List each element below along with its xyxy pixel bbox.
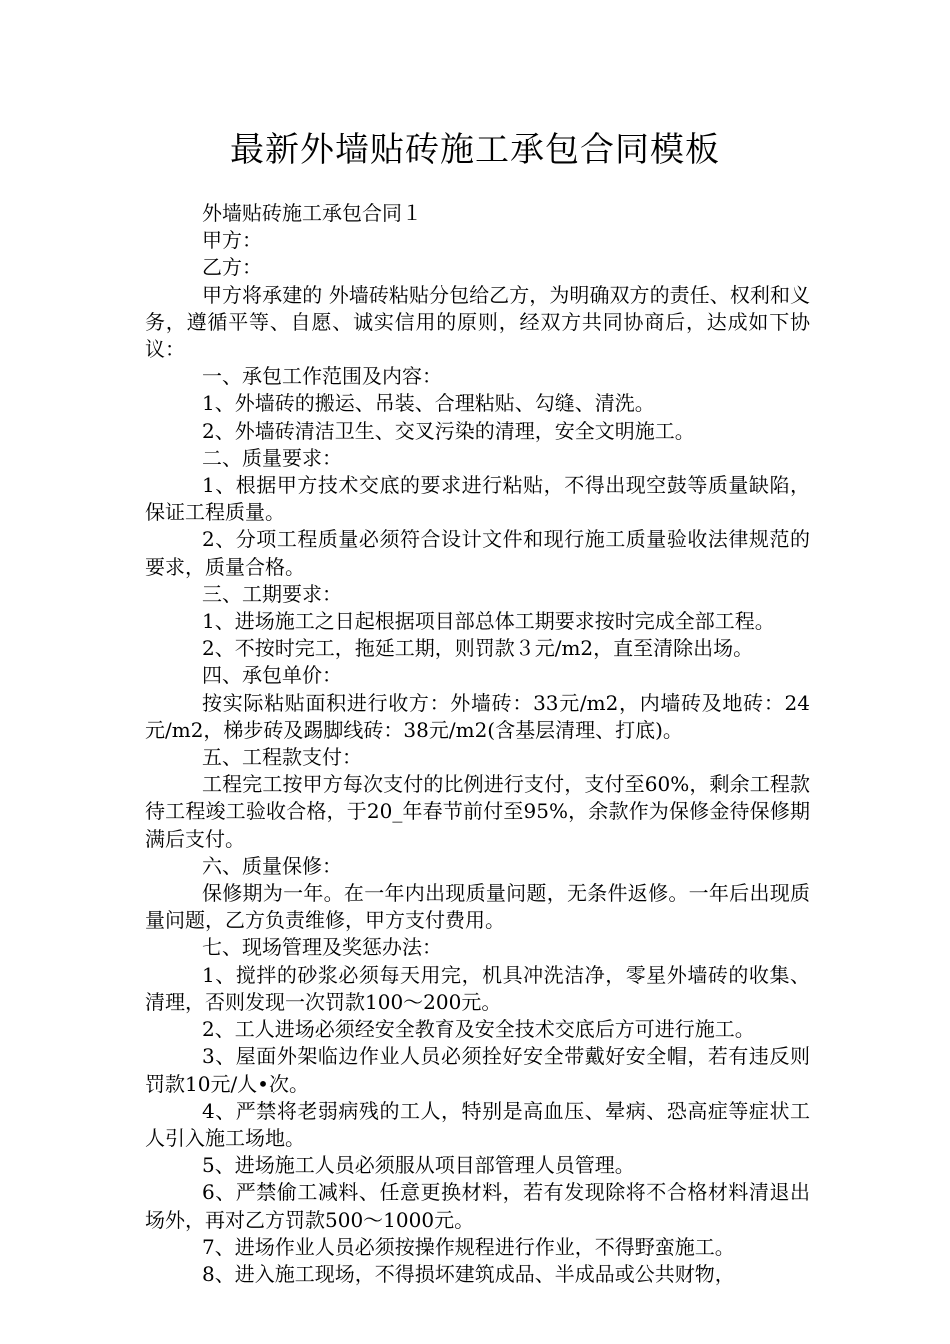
paragraph-management-3: 3、屋面外架临边作业人员必须拴好安全带戴好安全帽，若有违反则罚款10元/人•次。 bbox=[145, 1044, 810, 1096]
paragraph-warranty: 保修期为一年。在一年内出现质量问题，无条件返修。一年后出现质量问题，乙方负责维修，甲方支付费用。 bbox=[145, 881, 810, 933]
paragraph-contract-heading: 外墙贴砖施工承包合同１ bbox=[202, 201, 422, 225]
section-heading-site-management: 七、现场管理及奖惩办法： bbox=[202, 935, 442, 960]
paragraph-scope-2: 2、外墙砖清洁卫生、交叉污染的清理，安全文明施工。 bbox=[202, 418, 695, 443]
section-heading-unit-price: 四、承包单价： bbox=[202, 663, 342, 688]
paragraph-management-4: 4、严禁将老弱病残的工人，特别是高血压、晕病、恐高症等症状工人引入施工场地。 bbox=[145, 1098, 810, 1150]
document-body bbox=[145, 200, 810, 1288]
paragraph-scope-1: 1、外墙砖的搬运、吊装、合理粘贴、勾缝、清洗。 bbox=[202, 391, 655, 416]
paragraph-schedule-2: 2、不按时完工，拖延工期，则罚款３元/m2，直至清除出场。 bbox=[202, 636, 754, 661]
section-heading-schedule: 三、工期要求： bbox=[202, 581, 342, 606]
section-heading-scope: 一、承包工作范围及内容： bbox=[202, 364, 442, 389]
paragraph-unit-price: 按实际粘贴面积进行收方：外墙砖：33元/m2，内墙砖及地砖：24元/m2，梯步砖及踢脚线砖：38元/m2(含基层清理、打底)。 bbox=[145, 690, 810, 742]
paragraph-management-5: 5、进场施工人员必须服从项目部管理人员管理。 bbox=[202, 1153, 635, 1178]
section-heading-quality: 二、质量要求： bbox=[202, 445, 342, 470]
paragraph-party-a: 甲方： bbox=[202, 228, 262, 253]
paragraph-schedule-1: 1、进场施工之日起根据项目部总体工期要求按时完成全部工程。 bbox=[202, 609, 775, 634]
paragraph-quality-2: 2、分项工程质量必须符合设计文件和现行施工质量验收法律规范的要求，质量合格。 bbox=[145, 527, 810, 579]
paragraph-preamble: 甲方将承建的 外墙砖粘贴分包给乙方，为明确双方的责任、权利和义务，遵循平等、自愿、诚实信用的原则，经双方共同协商后，达成如下协议： bbox=[145, 282, 810, 362]
section-heading-payment: 五、工程款支付： bbox=[202, 745, 362, 770]
paragraph-management-2: 2、工人进场必须经安全教育及安全技术交底后方可进行施工。 bbox=[202, 1017, 755, 1042]
paragraph-quality-1: 1、根据甲方技术交底的要求进行粘贴，不得出现空鼓等质量缺陷，保证工程质量。 bbox=[145, 473, 810, 525]
paragraph-management-6: 6、严禁偷工减料、任意更换材料，若有发现除将不合格材料清退出场外，再对乙方罚款500～1000元。 bbox=[145, 1180, 810, 1232]
paragraph-management-8: 8、进入施工现场，不得损坏建筑成品、半成品或公共财物， bbox=[202, 1261, 735, 1286]
paragraph-management-7: 7、进场作业人员必须按操作规程进行作业，不得野蛮施工。 bbox=[202, 1234, 735, 1259]
section-heading-warranty: 六、质量保修： bbox=[202, 853, 342, 878]
paragraph-payment: 工程完工按甲方每次支付的比例进行支付，支付至60%，剩余工程款待工程竣工验收合格，于20_年春节前付至95%，余款作为保修金待保修期满后支付。 bbox=[145, 772, 810, 851]
paragraph-party-b: 乙方： bbox=[202, 255, 262, 280]
document-title: 最新外墙贴砖施工承包合同模板 bbox=[230, 130, 720, 170]
paragraph-management-1: 1、搅拌的砂浆必须每天用完，机具冲洗洁净，零星外墙砖的收集、清理，否则发现一次罚款100～200元。 bbox=[145, 962, 810, 1014]
